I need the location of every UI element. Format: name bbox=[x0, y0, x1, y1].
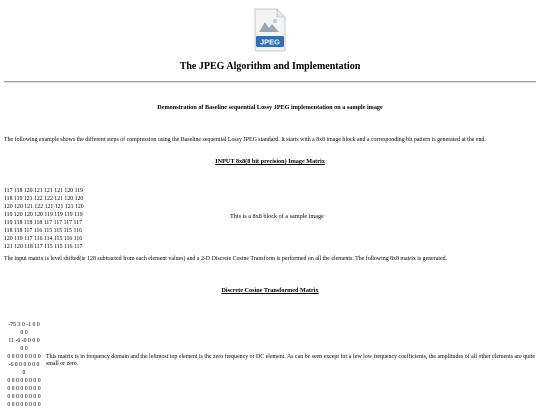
matrix-row: 0 0 0 0 0 0 0 0 bbox=[7, 394, 41, 400]
matrix-row: 120 119 117 116 114 115 116 116 bbox=[4, 236, 83, 242]
matrix-row: 119 118 118 118 117 117 117 117 bbox=[4, 220, 82, 226]
matrix-row: 117 118 120 121 121 121 120 119 bbox=[4, 188, 84, 194]
matrix-row: 119 120 120 120 119 119 119 119 bbox=[4, 212, 83, 218]
matrix-row: 0 0 0 0 0 0 0 0 bbox=[7, 386, 41, 392]
matrix-row: -75 3 0 -1 0 0 bbox=[8, 322, 40, 328]
matrix-row: 0 0 0 0 0 0 0 0 bbox=[7, 402, 41, 408]
matrix-row: 0 0 0 0 0 0 0 0 bbox=[7, 378, 41, 384]
input-matrix-caption: This is a 8x8 block of a sample image bbox=[230, 213, 324, 220]
dct-matrix-caption: This matrix is in frequency domain and the leftmost top element is the zero frequency or DC element. As can be seen except for a few low frequency coefficients, the amplitudes of all other elements are quite small or zero. bbox=[46, 354, 535, 367]
jpeg-file-logo bbox=[252, 8, 288, 52]
horizontal-rule bbox=[4, 81, 536, 83]
matrix-row: 0 0 bbox=[20, 330, 28, 336]
matrix-row: 0 bbox=[22, 370, 26, 376]
page-title: The JPEG Algorithm and Implementation bbox=[179, 61, 361, 72]
matrix-row: 120 120 121 122 121 121 121 120 bbox=[4, 204, 84, 210]
matrix-row: 11 -6 -0 0 0 0 bbox=[8, 338, 40, 344]
matrix-row: 118 119 121 122 122 121 120 120 bbox=[4, 196, 84, 202]
input-matrix-heading: INPUT 8x8(8 bit precision) Image Matrix bbox=[215, 158, 325, 165]
demo-heading: Demonstration of Baseline sequential Lossy JPEG implementation on a sample image bbox=[157, 104, 383, 111]
input-image-matrix bbox=[4, 187, 104, 251]
level-shift-paragraph: The input matrix is level shifted(ie 128 subtracted from each element values) and a 2-D Discrete Cosine Transform is performed on all the elements. The following 8x8 matrix is generated. bbox=[4, 256, 448, 262]
matrix-row: 0 0 0 0 0 0 0 0 bbox=[7, 354, 41, 360]
matrix-row: -6 0 0 0 0 0 0 bbox=[8, 362, 40, 368]
intro-paragraph: The following example shows the different steps of compression using the Baseline sequential Lossy JPEG standard. It starts with a 8x8 image block and a corresponding bit pattern is generated at the end. bbox=[4, 137, 486, 143]
dct-matrix-heading: Discrete Cosine Transformed Matrix bbox=[221, 287, 319, 294]
dct-matrix bbox=[4, 321, 44, 409]
jpeg-logo-text: JPEG bbox=[259, 37, 281, 47]
matrix-row: 121 120 118 117 115 115 116 117 bbox=[4, 244, 83, 250]
matrix-row: 118 118 117 116 115 115 115 116 bbox=[4, 228, 82, 234]
matrix-row: 0 0 bbox=[20, 346, 28, 352]
